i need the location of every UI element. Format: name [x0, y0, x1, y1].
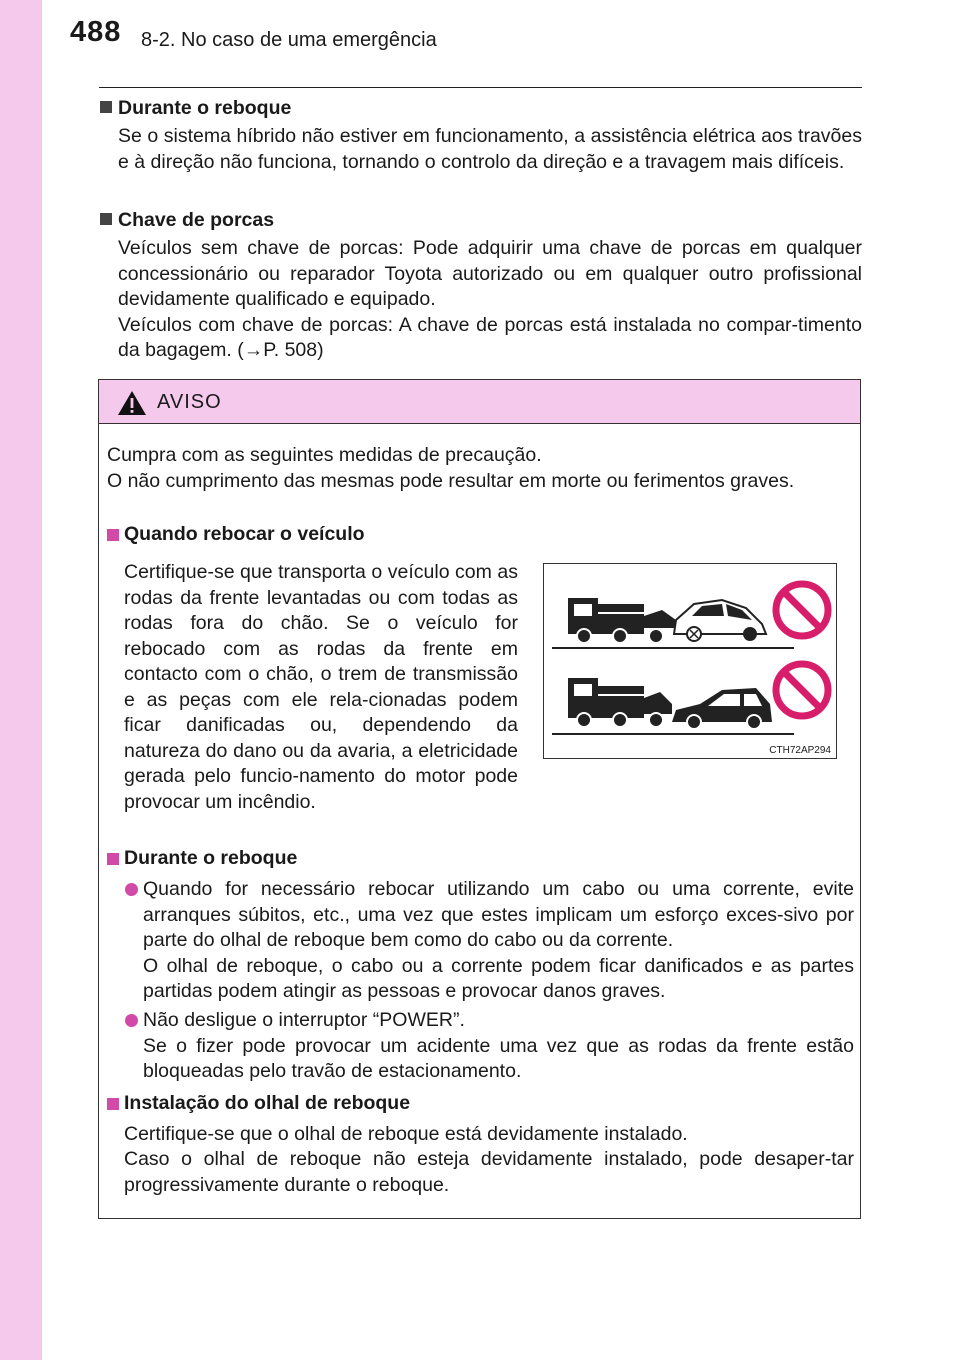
warning-header	[99, 380, 860, 424]
tow-truck-lower	[568, 678, 672, 727]
intro-heading-text: Durante o reboque	[118, 97, 292, 119]
warning-towing-vehicle-text: Certifique-se que transporta o veículo com as rodas da frente levantadas ou com todas as rodas fora do chão. Se o veículo for rebocado com as rodas da frente em contacto com o chão, o trem de transmissão e as peças com ele rela-cionadas podem ficar danificadas ou, dependendo da natureza do dano ou da avaria, a eletricidade gerada pelo funcio-namento do motor pode provocar um incêndio.	[124, 561, 518, 813]
intro-section-towing	[99, 95, 862, 175]
warning-heading-text: Instalação do olhal de reboque	[124, 1092, 411, 1114]
square-bullet-icon	[107, 853, 119, 865]
warning-heading-text: Quando rebocar o veículo	[124, 523, 365, 545]
square-bullet-icon	[107, 1098, 119, 1110]
square-bullet-icon	[100, 213, 112, 225]
warning-intro: Cumpra com as seguintes medidas de precaução.	[107, 444, 542, 466]
round-bullet-icon	[125, 883, 138, 896]
warning-bullet-cable	[124, 877, 854, 1005]
warning-intro-2: O não cumprimento das mesmas pode resultar em morte ou ferimentos graves.	[107, 470, 795, 492]
page-number: 488	[70, 16, 122, 48]
intro-paragraph: Veículos sem chave de porcas: Pode adquirir uma chave de porcas em qualquer concessionário ou reparador Toyota autorizado ou em qualquer outro profissional devidamente qualificado e equipado.	[118, 237, 862, 310]
square-bullet-icon	[107, 529, 119, 541]
towed-car-lower	[672, 688, 772, 729]
bullet-text: Quando for necessário rebocar utilizando um cabo ou uma corrente, evite arranques súbitos, etc., uma vez que estes implicam um esforço exces-sivo por parte do olhal de reboque bem como do cabo ou da corrente.	[143, 878, 854, 951]
warning-heading-tow-eye	[107, 1091, 864, 1117]
bullet-text-2: Se o fizer pode provocar um acidente uma vez que as rodas da frente estão bloqueadas pelo travão de estacionamento.	[143, 1034, 854, 1082]
warning-bullet-power	[124, 1008, 854, 1085]
bullet-text: Não desligue o interruptor “POWER”.	[143, 1009, 465, 1031]
warning-tow-eye-text: Certifique-se que o olhal de reboque está devidamente instalado.	[124, 1123, 688, 1145]
intro-heading-text: Chave de porcas	[118, 209, 275, 231]
section-title: 8-2. No caso de uma emergência	[141, 29, 437, 51]
prohibition-icon	[776, 584, 828, 636]
tow-truck-upper	[568, 598, 676, 643]
towed-car-upper	[674, 600, 766, 641]
intro-heading-wrench	[99, 207, 862, 233]
bullet-text-2: O olhal de reboque, o cabo ou a corrente podem ficar danificados e as partes partidas podem atingir as pessoas e provocar danos graves.	[143, 954, 854, 1002]
prohibition-icon	[776, 664, 828, 716]
warning-heading-towing-vehicle	[107, 522, 864, 548]
header-rule	[99, 87, 862, 88]
warning-box	[98, 379, 861, 1219]
side-band	[0, 0, 42, 1360]
warning-heading-text: Durante o reboque	[124, 847, 298, 869]
warning-triangle-icon	[117, 390, 147, 416]
warning-tow-eye-text-2: Caso o olhal de reboque não esteja devidamente instalado, pode desaper-tar progressivamente durante o reboque.	[124, 1148, 854, 1196]
towing-prohibited-drawing	[544, 564, 836, 744]
intro-paragraph: Se o sistema híbrido não estiver em funcionamento, a assistência elétrica aos travões e à direção não funciona, tornando o controlo da direção e a travagem mais difíceis.	[118, 125, 862, 173]
intro-section-wrench	[99, 207, 862, 364]
round-bullet-icon	[125, 1014, 138, 1027]
warning-heading-during-towing	[107, 846, 864, 872]
square-bullet-icon	[100, 101, 112, 113]
intro-heading-towing	[99, 95, 862, 121]
illustration-code: CTH72AP294	[769, 745, 831, 756]
warning-label: AVISO	[157, 391, 222, 413]
towing-illustration	[543, 563, 837, 759]
intro-paragraph-2: Veículos com chave de porcas: A chave de porcas está instalada no compar-timento da bagagem. (→P. 508)	[118, 313, 862, 361]
